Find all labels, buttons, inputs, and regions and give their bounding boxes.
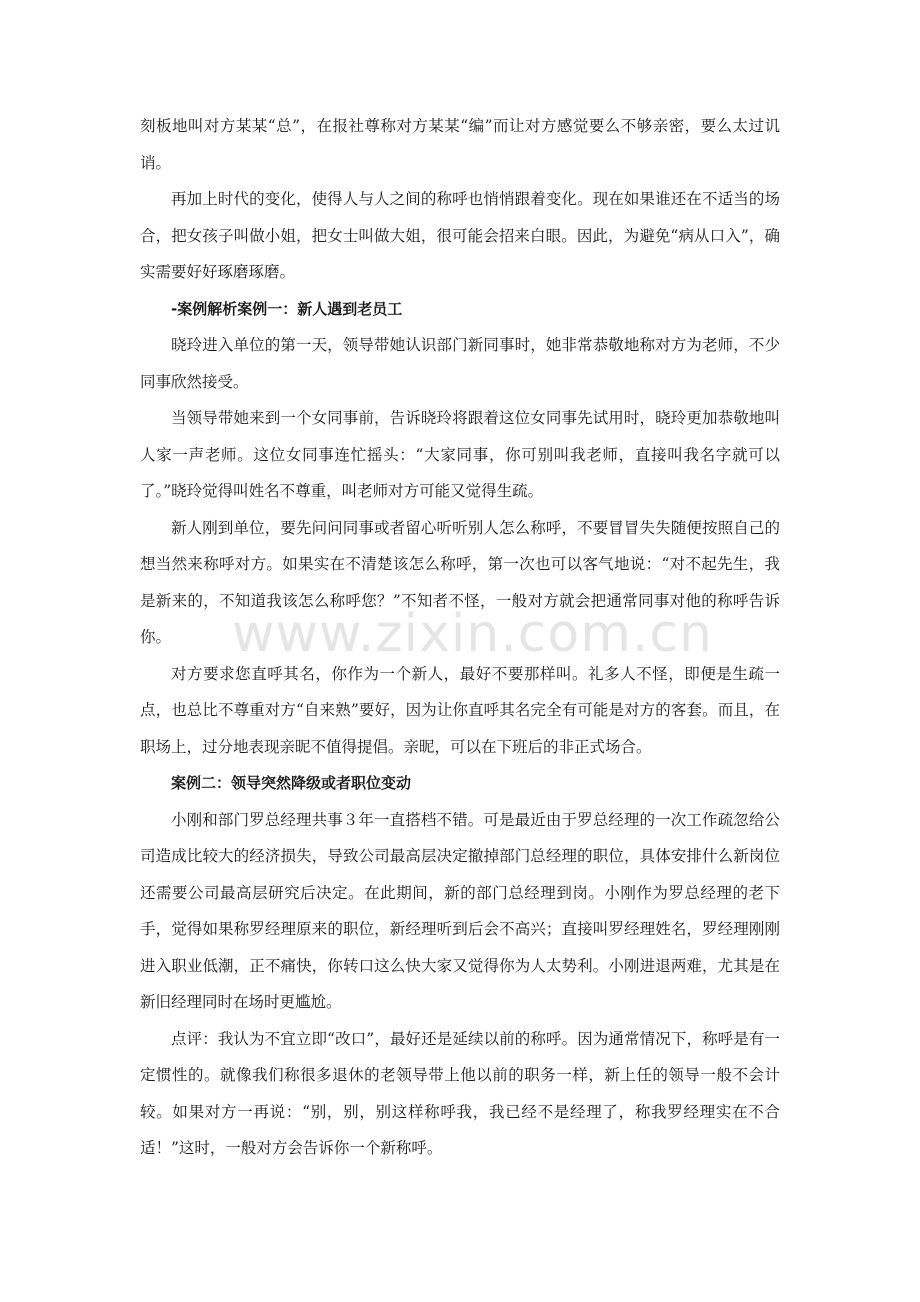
paragraph-8: 点评：我认为不宜立即“改口”，最好还是延续以前的称呼。因为通常情况下，称呼是有一定惯性的。就像我们称很多退休的老领导带上他以前的职务一样，新上任的领导一般不会计较。如果对方一再说：“别，别，别这样称呼我，我已经不是经理了，称我罗经理实在不合适！”这时，一般对方会告诉你一个新称呼。 [140, 1029, 780, 1157]
paragraph-2: 再加上时代的变化，使得人与人之间的称呼也悄悄跟着变化。现在如果谁还在不适当的场合，把女孩子叫做小姐，把女士叫做大姐，很可能会招来白眼。因此，为避免“病从口入”，确实需要好好琢磨琢磨。 [140, 190, 780, 281]
paragraph-5: 新人刚到单位，要先问问同事或者留心听听别人怎么称呼，不要冒冒失失随便按照自己的想当然来称呼对方。如果实在不清楚该怎么称呼，第一次也可以客气地说：“对不起先生，我是新来的，不知道我该怎么称呼您？”不知者不怪，一般对方就会把通常同事对他的称呼告诉你。 [140, 518, 780, 646]
section-heading-case-one: -案例解析案例一：新人遇到老员工 [171, 299, 403, 318]
document-body [140, 108, 780, 1167]
paragraph-1: 刻板地叫对方某某“总”，在报社尊称对方某某“编”而让对方感觉要么不够亲密，要么太过讥诮。 [140, 117, 780, 172]
paragraph-7: 小刚和部门罗总经理共事３年一直搭档不错。可是最近由于罗总经理的一次工作疏忽给公司造成比较大的经济损失，导致公司最高层决定撤掉部门总经理的职位，具体安排什么新岗位还需要公司最高层研究后决定。在此期间，新的部门总经理到岗。小刚作为罗总经理的老下手，觉得如果称罗经理原来的职位，新经理听到后会不高兴；直接叫罗经理姓名，罗经理刚刚进入职业低潮，正不痛快，你转口这么快大家又觉得你为人太势利。小刚进退两难，尤其是在新旧经理同时在场时更尴尬。 [140, 810, 780, 1011]
section-heading-case-two: 案例二：领导突然降级或者职位变动 [171, 774, 412, 792]
watermark: www.zixin.com.cn [232, 604, 713, 664]
paragraph-6: 对方要求您直呼其名，你作为一个新人，最好不要那样叫。礼多人不怪，即便是生疏一点，也总比不尊重对方“自来熟”要好，因为让你直呼其名完全有可能是对方的客套。而且，在职场上，过分地表现亲昵不值得提倡。亲昵，可以在下班后的非正式场合。 [140, 664, 780, 756]
paragraph-3: 晓玲进入单位的第一天，领导带她认识部门新同事时，她非常恭敬地称对方为老师，不少同事欣然接受。 [140, 336, 780, 391]
paragraph-4: 当领导带她来到一个女同事前，告诉晓玲将跟着这位女同事先试用时，晓玲更加恭敬地叫人家一声老师。这位女同事连忙摇头：“大家同事，你可别叫我老师，直接叫我名字就可以了。”晓玲觉得叫姓名不尊重，叫老师对方可能又觉得生疏。 [140, 409, 780, 500]
